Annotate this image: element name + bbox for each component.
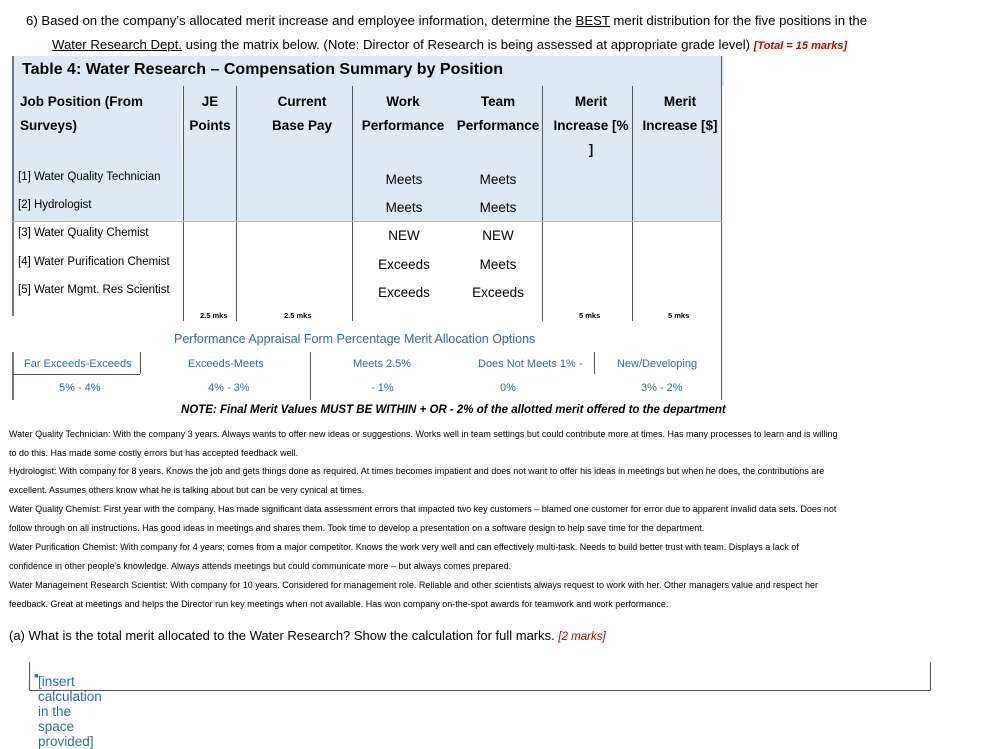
option-meets: Meets 2.5% [353,358,412,370]
option-exceeds-meets-range: 4% - 3% [208,382,250,394]
table-border-left [12,86,14,316]
options-border-left [12,352,14,400]
marks-merit-dollar: 5 mks [668,311,690,320]
option-new-developing-range: 3% - 2% [641,382,683,394]
desc-quality-chemist: Water Quality Chemist: First year with the company. Has made significant data assessment errors that impacted two key customers – blamed one customer for error due to apparent invalid data sets. Does not follow through on all instructions. Has good ideas in meetings and shares them. Took time to develop a presentation on a software design to help save time for the department. [9,504,837,533]
header-je: JE Points [189,94,231,133]
header-base: Current Base Pay [271,94,333,133]
question-6 [26,9,956,58]
options-divider-2 [310,352,311,400]
options-underline [12,374,140,375]
note-text: NOTE: Final Merit Values MUST BE WITHIN + OR - 2% of the allotted merit offered to the department [181,404,726,416]
question-text-2: merit distribution for the five positions in the [609,13,868,28]
desc-technician: Water Quality Technician: With the company 3 years. Always wants to offer new ideas or suggestions. Works well in team settings but could contribute more at times. Has many processes to learn and is willing to do this. Has made some costly errors but has accepted feedback well. [9,429,838,458]
table-title: Table 4: Water Research – Compensation Summary by Position [22,61,504,78]
desc-research-scientist: Water Management Research Scientist: With company for 10 years. Considered for management role. Reliable and other scientists always request to work with her. Other managers value and respect her feedback. Great at meetings and helps the Director run key meetings when not available. Has won company on-the-spot awards for teamwork and work performance. [9,580,819,609]
options-divider-1 [140,352,141,374]
option-new-developing: New/Developing [617,358,698,370]
col-divider-2 [236,86,237,321]
option-far-exceeds: Far Exceeds-Exceeds [24,358,132,370]
question-text-3: using the matrix below. (Note: Director of Research is being assessed at appropriate grade level) [181,37,754,52]
row-sep-0 [12,221,722,222]
col-divider-3 [352,86,353,321]
option-far-exceeds-range: 5% - 4% [59,382,101,394]
compensation-table: Table 4: Water Research – Compensation Summary by Position Job Position (From Surveys) JE Points Current Base Pay Work Performance Team Performance Merit Increase [% ] Merit Increase [$] [1] Water Quality Technician Meets Meets [2] Hydrologist Meets Meets [3] Water Quality Chemist NEW NEW [4] Water Purification Chemist Exceeds Meets [5] Water Mgmt. Res Scientist Exceeds Exceeds 2.5 mks 2.5 mks 5 mks 5 mks Performance Appraisal Form Percentage Merit Allocation Options Far Exceeds-Exceeds 5% - 4% Exceeds-Meets 4% - 3% Meets 2.5% - 1% Does Not Meets 1% - 0% New/Developing 3% - 2% [12,56,722,366]
option-does-not-meet-range: 0% [500,382,516,394]
best-text: BEST [575,13,610,28]
dept-text: Water Research Dept. [52,37,182,52]
option-does-not-meet: Does Not Meets 1% - [478,358,583,370]
marks-merit-pct: 5 mks [579,311,601,320]
option-exceeds-meets: Exceeds-Meets [188,358,264,370]
total-marks: [Total = 15 marks] [753,40,848,52]
table-title-row [12,56,724,86]
header-merit-pct: Merit Increase [% ] [553,94,629,157]
question-text-1: 6) Based on the company’s allocated merit increase and employee information, determine the [26,13,576,28]
part-a-marks: [2 marks] [558,631,606,643]
options-divider-3 [594,352,595,374]
header-work: Work Performance [361,94,445,133]
marks-base: 2.5 mks [284,311,312,320]
desc-purification-chemist: Water Purification Chemist: With company for 4 years; comes from a major competitor. Knows the work very well and can effectively multi-task. Needs to build better trust with team. Displays a lack of confidence in other people’s knowledge. Always attends meetings but could communicate more – but always comes prepared. [9,542,799,571]
part-a-question: (a) What is the total merit allocated to the Water Research? Show the calculation for full marks. [2 marks] [9,628,606,643]
option-meets-range: - 1% [371,382,394,394]
answer-box[interactable] [29,662,931,749]
marks-je: 2.5 mks [200,311,228,320]
appraisal-title: Performance Appraisal Form Percentage Merit Allocation Options [174,332,536,346]
header-merit-dollar: Merit Increase [$] [642,94,718,133]
desc-hydrologist: Hydrologist: With company for 8 years. Knows the job and gets things done as required. At times becomes impatient and does not want to offer his ideas in meetings but when he does, the contributions are excellent. Assumes others know what he is talking about but can be very cynical at times. [9,466,825,495]
answer-placeholder: ▪ [insert calculation in the space provided] [34,668,102,749]
header-job: Job Position (From Surveys) [20,94,143,133]
header-team: Team Performance [456,94,540,133]
